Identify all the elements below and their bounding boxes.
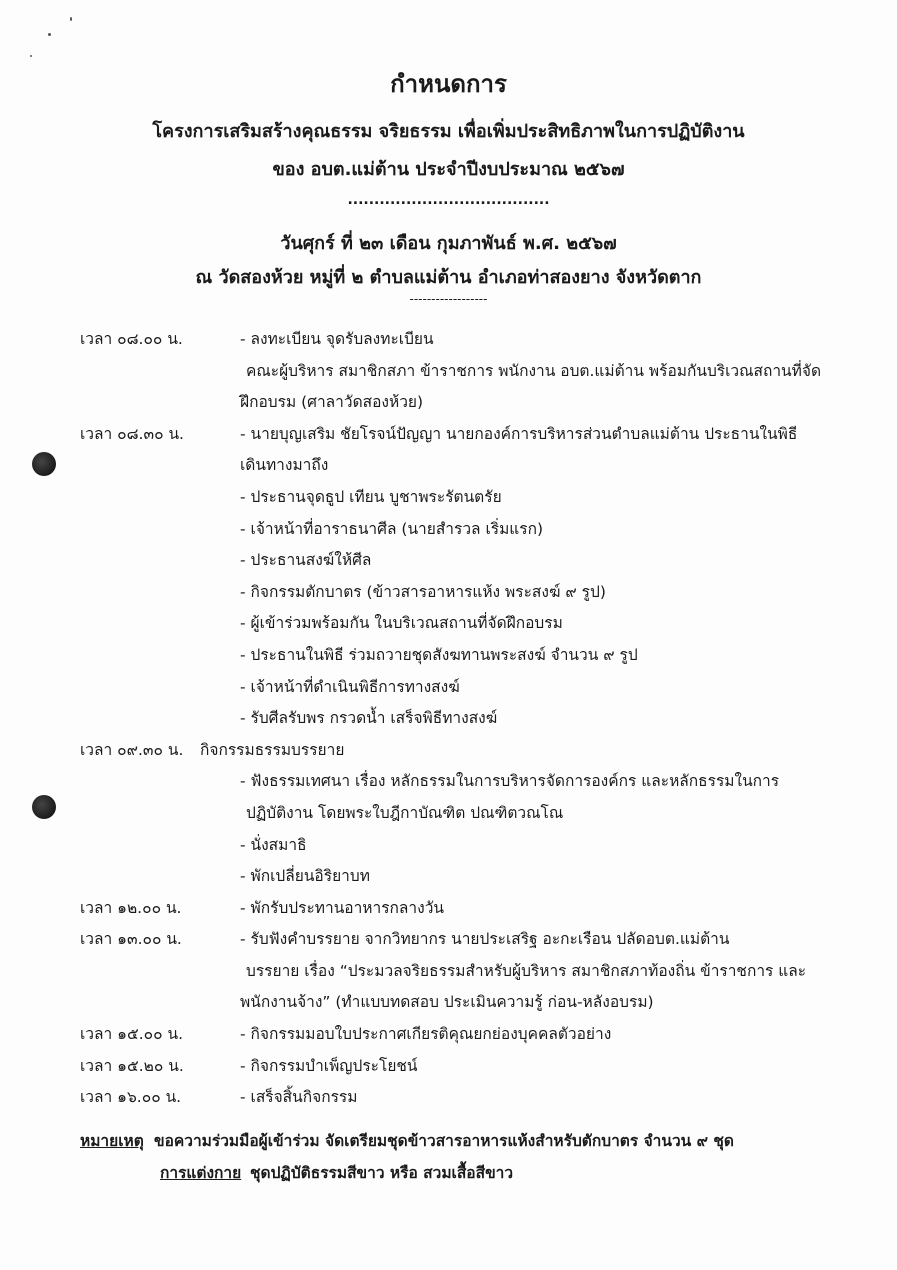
schedule-row	[0, 796, 897, 828]
schedule-time: เวลา ๑๕.๒๐ น.	[80, 1056, 184, 1075]
schedule-text: - ผู้เข้าร่วมพร้อมกัน ในบริเวณสถานที่จัดฝึกอบรม	[240, 614, 563, 633]
schedule-row	[0, 954, 897, 986]
event-date: วันศุกร์ ที่ ๒๓ เดือน กุมภาพันธ์ พ.ศ. ๒๕๖๗	[280, 233, 617, 254]
schedule-text: - กิจกรรมตักบาตร (ข้าวสารอาหารแห้ง พระสงฆ์ ๙ รูป)	[240, 582, 606, 601]
dotted-divider: ......................................	[347, 192, 550, 208]
schedule-text: - พักรับประทานอาหารกลางวัน	[240, 898, 445, 917]
schedule-text: - นั่งสมาธิ	[240, 835, 307, 854]
schedule-text: - พักเปลี่ยนอิริยาบท	[240, 867, 370, 886]
schedule-text: - ฟังธรรมเทศนา เรื่อง หลักธรรมในการบริหารจัดการองค์กร และหลักธรรมในการ	[240, 772, 780, 791]
schedule-text: คณะผู้บริหาร สมาชิกสภา ข้าราชการ พนักงาน อบต.แม่ต้าน พร้อมกันบริเวณสถานที่จัด	[246, 361, 822, 380]
schedule-time: เวลา ๑๓.๐๐ น.	[80, 930, 182, 949]
dashed-divider: ------------------	[409, 292, 488, 306]
schedule-row	[0, 448, 897, 480]
schedule-row	[0, 606, 897, 638]
schedule-row	[0, 922, 897, 954]
notes-label: หมายเหตุ	[80, 1132, 144, 1150]
schedule-row	[0, 322, 897, 354]
schedule-text: - รับศีลรับพร กรวดน้ำ เสร็จพิธีทางสงฆ์	[240, 709, 498, 728]
schedule-time: เวลา ๑๖.๐๐ น.	[80, 1088, 182, 1107]
schedule-row	[0, 480, 897, 512]
schedule-time: เวลา ๐๘.๓๐ น.	[80, 424, 184, 443]
schedule-list	[0, 322, 897, 1112]
notes-text: ขอความร่วมมือผู้เข้าร่วม จัดเตรียมชุดข้าวสารอาหารแห้งสำหรับตักบาตร จำนวน ๙ ชุด	[154, 1132, 734, 1150]
schedule-text: บรรยาย เรื่อง “ประมวลจริยธรรมสำหรับผู้บริหาร สมาชิกสภาท้องถิ่น ข้าราชการ และ	[246, 961, 807, 980]
schedule-row	[0, 417, 897, 449]
schedule-text: - เจ้าหน้าที่ดำเนินพิธีการทางสงฆ์	[240, 677, 460, 696]
schedule-row	[0, 764, 897, 796]
schedule-text: ปฏิบัติงาน โดยพระใบฎีกาบัณฑิต ปณฑิตวณโณ	[246, 803, 564, 822]
dress-code-text: ชุดปฏิบัติธรรมสีขาว หรือ สวมเสื้อสีขาว	[250, 1164, 514, 1182]
schedule-text: กิจกรรมธรรมบรรยาย	[200, 740, 345, 759]
schedule-text: - ลงทะเบียน จุดรับลงทะเบียน	[240, 330, 434, 348]
scan-speck	[30, 55, 32, 57]
schedule-text: - รับฟังคำบรรยาย จากวิทยากร นายประเสริฐ อะกะเรือน ปลัดอบต.แม่ต้าน	[240, 930, 730, 949]
scan-speck	[48, 33, 51, 36]
schedule-row	[0, 985, 897, 1017]
event-venue: ณ วัดสองห้วย หมู่ที่ ๒ ตำบลแม่ต้าน อำเภอท่าสองยาง จังหวัดตาก	[195, 267, 702, 288]
schedule-time: เวลา ๑๒.๐๐ น.	[80, 898, 182, 917]
schedule-row	[0, 701, 897, 733]
schedule-row	[0, 859, 897, 891]
schedule-row	[0, 575, 897, 607]
schedule-row	[0, 543, 897, 575]
schedule-row	[0, 891, 897, 923]
scan-speck	[70, 17, 72, 21]
schedule-row	[0, 1049, 897, 1081]
schedule-row	[0, 512, 897, 544]
schedule-row	[0, 1080, 897, 1112]
schedule-text: - เสร็จสิ้นกิจกรรม	[240, 1088, 358, 1107]
schedule-text: - นายบุญเสริม ชัยโรจน์ปัญญา นายกองค์การบริหารส่วนตำบลแม่ต้าน ประธานในพิธี	[240, 424, 798, 443]
schedule-time: เวลา ๑๕.๐๐ น.	[80, 1025, 183, 1044]
schedule-row	[0, 385, 897, 417]
schedule-text: - ประธานสงฆ์ให้ศีล	[240, 551, 372, 570]
schedule-text: ฝึกอบรม (ศาลาวัดสองห้วย)	[240, 393, 424, 412]
page-title: กำหนดการ	[390, 70, 507, 98]
schedule-time: เวลา ๐๙.๓๐ น.	[80, 740, 184, 759]
schedule-text: - กิจกรรมบำเพ็ญประโยชน์	[240, 1056, 418, 1075]
schedule-row	[0, 733, 897, 765]
schedule-row	[0, 354, 897, 386]
schedule-text: - ประธานจุดธูป เทียน บูชาพระรัตนตรัย	[240, 487, 502, 506]
schedule-text: - เจ้าหน้าที่อาราธนาศีล (นายสำรวล เริ่มแรก)	[240, 519, 544, 538]
dress-code-label: การแต่งกาย	[160, 1164, 242, 1182]
schedule-time: เวลา ๐๘.๐๐ น.	[80, 330, 183, 348]
schedule-text: - ประธานในพิธี ร่วมถวายชุดสังฆทานพระสงฆ์ จำนวน ๙ รูป	[240, 645, 638, 664]
schedule-row	[0, 670, 897, 702]
schedule-row	[0, 1017, 897, 1049]
schedule-text: พนักงานจ้าง” (ทำแบบทดสอบ ประเมินความรู้ ก่อน-หลังอบรม)	[240, 993, 654, 1012]
notes-section	[0, 1124, 897, 1188]
schedule-row	[0, 638, 897, 670]
organization-year: ของ อบต.แม่ต้าน ประจำปีงบประมาณ ๒๕๖๗	[272, 159, 625, 180]
schedule-text: เดินทางมาถึง	[240, 456, 329, 475]
schedule-text: - กิจกรรมมอบใบประกาศเกียรติคุณยกย่องบุคคลตัวอย่าง	[240, 1025, 612, 1044]
project-name: โครงการเสริมสร้างคุณธรรม จริยธรรม เพื่อเพิ่มประสิทธิภาพในการปฏิบัติงาน	[152, 121, 745, 142]
schedule-row	[0, 828, 897, 860]
